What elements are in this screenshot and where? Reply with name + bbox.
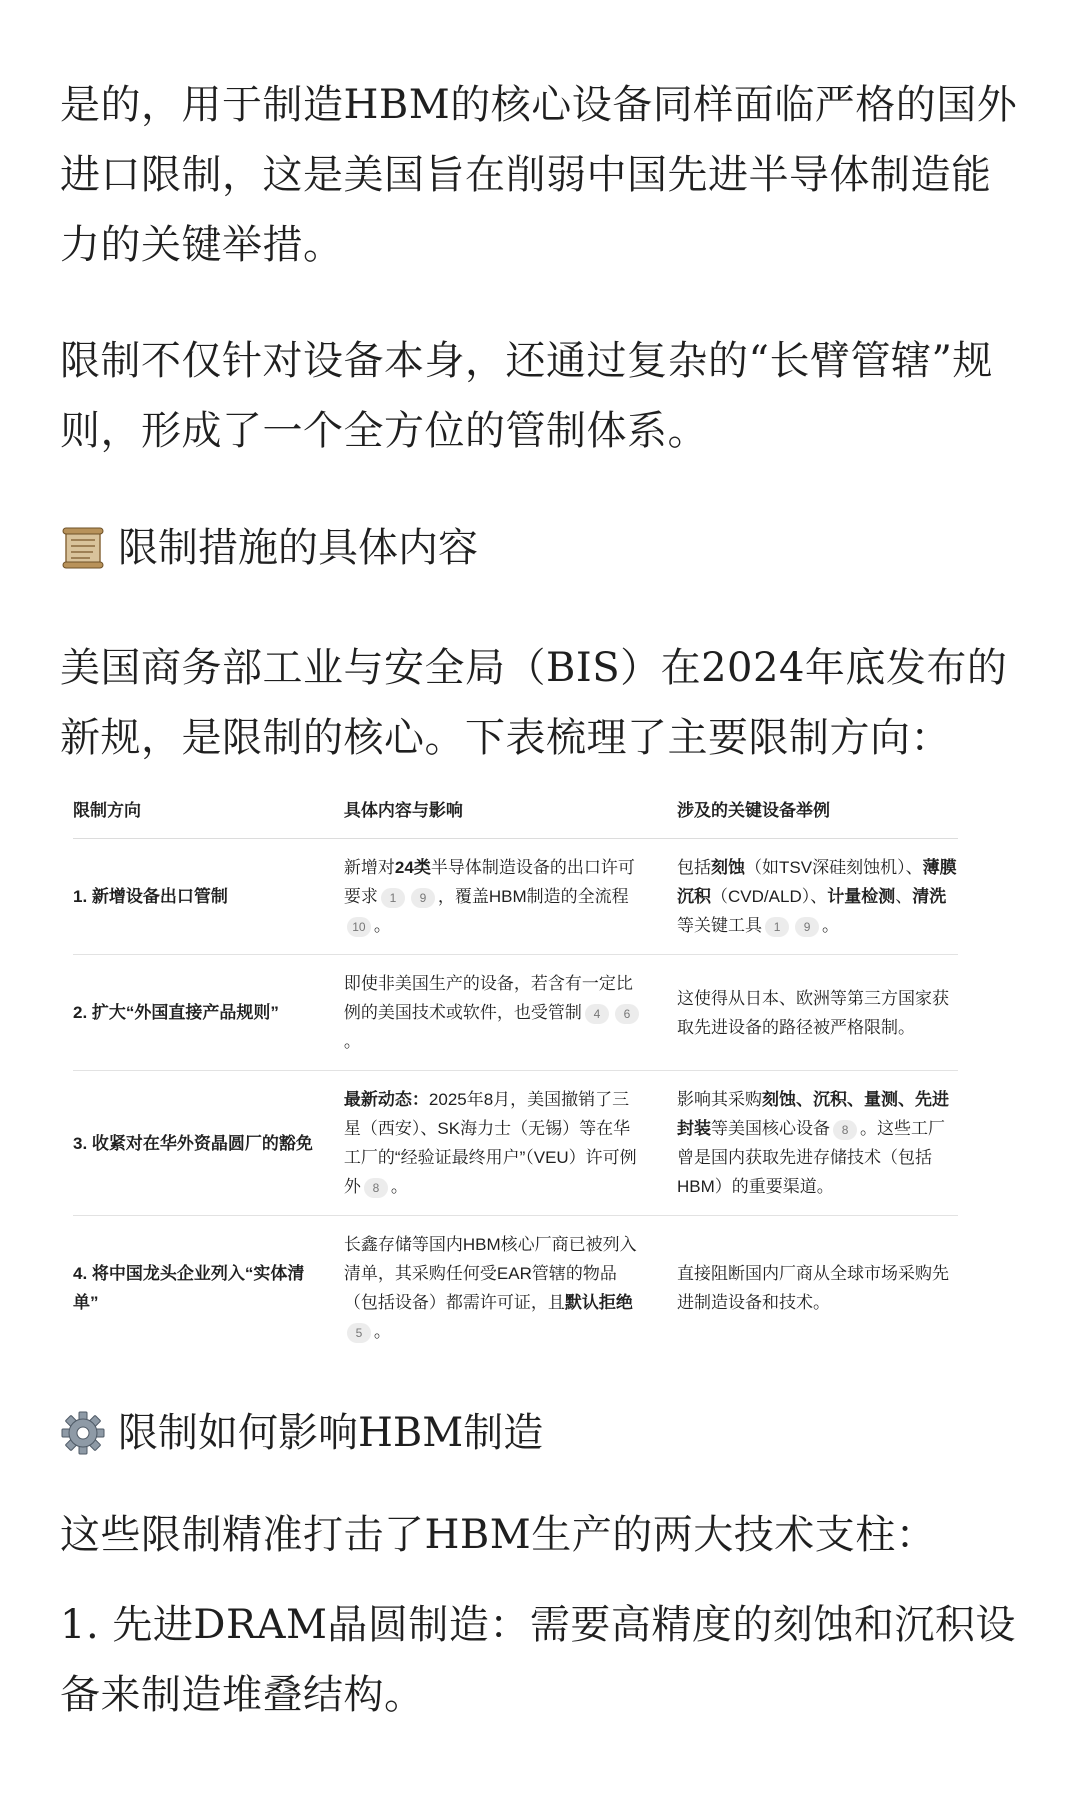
examples-cell [677, 1071, 958, 1216]
table-row [73, 955, 958, 1071]
direction-cell: 4. 将中国龙头企业列入“实体清单” [73, 1264, 305, 1312]
text-span: 等美国核心设备 [711, 1119, 831, 1138]
bold-text: 计量检测 [827, 887, 896, 906]
text-span: （CVD/ALD）、 [711, 887, 828, 906]
citation-badge[interactable]: 10 [347, 917, 371, 937]
citation-badge[interactable]: 8 [364, 1178, 388, 1198]
content-cell [344, 955, 677, 1071]
section-title: 限制如何影响HBM制造 [118, 1410, 544, 1456]
text-span: 2025年8月，美国撤销了三星（西安）、SK海力士（无锡）等在华工厂的“经验证最终用户”（VEU）许可例外 [343, 1090, 637, 1196]
citation-badge[interactable]: 5 [347, 1323, 371, 1343]
column-header: 限制方向 [73, 782, 344, 839]
examples-cell [677, 1216, 958, 1361]
section-heading-impact [60, 1403, 1020, 1463]
citation-badge[interactable]: 9 [795, 917, 819, 937]
bold-text: 默认拒绝 [564, 1293, 633, 1312]
section1-lead: 美国商务部工业与安全局（BIS）在2024年底发布的新规，是限制的核心。下表梳理了主要限制方向： [60, 645, 1008, 761]
text-span: 。 [822, 916, 840, 935]
text-span: 。 [373, 1322, 391, 1341]
citation-badge[interactable]: 9 [411, 888, 435, 908]
bold-text: 刻蚀 [711, 858, 746, 877]
table-row [73, 1216, 958, 1361]
content-cell [344, 1071, 677, 1216]
direction-cell: 3. 收紧对在华外资晶圆厂的豁免 [73, 1071, 344, 1216]
content-cell [344, 1216, 677, 1361]
section-heading-restrictions [60, 518, 1020, 578]
citation-badge[interactable]: 1 [765, 917, 789, 937]
text-span: 等关键工具 [677, 916, 763, 935]
section-title: 限制措施的具体内容 [118, 525, 478, 571]
text-span: 新增对 [343, 858, 395, 877]
bold-text: 最新动态： [343, 1090, 429, 1109]
intro-paragraph-2: 限制不仅针对设备本身，还通过复杂的“长臂管辖”规则，形成了一个全方位的管制体系。 [60, 338, 993, 454]
text-span: 半导体制造设备的出口许可要求 [343, 858, 635, 906]
table-header-row [73, 782, 958, 839]
column-header: 具体内容与影响 [344, 782, 677, 839]
citation-badge[interactable]: 6 [615, 1004, 639, 1024]
list-item-1: 1. 先进DRAM晶圆制造：需要高精度的刻蚀和沉积设备来制造堆叠结构。 [60, 1602, 1016, 1718]
direction-cell: 1. 新增设备出口管制 [73, 839, 344, 955]
direction-cell: 2. 扩大“外国直接产品规则” [73, 955, 344, 1071]
section2-lead: 这些限制精准打击了HBM生产的两大技术支柱： [60, 1512, 937, 1558]
bold-text: 24类 [394, 858, 431, 877]
citation-badge[interactable]: 4 [585, 1004, 609, 1024]
bold-text: 清洗 [912, 887, 947, 906]
text-span: 。 [390, 1177, 408, 1196]
scroll-icon [60, 525, 106, 571]
text-span: 包括 [677, 858, 712, 877]
text-span: 。 [343, 1032, 361, 1051]
content-cell [344, 839, 677, 955]
citation-badge[interactable]: 8 [833, 1120, 857, 1140]
gear-icon [60, 1410, 106, 1456]
table-row [73, 1071, 958, 1216]
examples-cell [677, 839, 958, 955]
text-span: 直接阻断国内厂商从全球市场采购先进制造设备和技术。 [677, 1264, 950, 1312]
citation-badge[interactable]: 1 [381, 888, 405, 908]
table-row [73, 839, 958, 955]
text-span: 。 [373, 916, 391, 935]
column-header: 涉及的关键设备举例 [677, 782, 958, 839]
text-span: 、 [895, 887, 913, 906]
text-span: 即使非美国生产的设备，若含有一定比例的美国技术或软件，也受管制 [343, 974, 633, 1022]
text-span: 。这些工厂曾是国内获取先进存储技术（包括HBM）的重要渠道。 [677, 1119, 946, 1196]
text-span: （如TSV深硅刻蚀机）、 [745, 858, 923, 877]
restrictions-table [73, 782, 958, 1360]
bold-text: 薄膜沉积 [677, 858, 957, 906]
bold-text: 刻蚀、沉积、量测、先进封装 [677, 1090, 950, 1138]
intro-paragraph-1: 是的，用于制造HBM的核心设备同样面临严格的国外进口限制，这是美国旨在削弱中国先进半导体制造能力的关键举措。 [60, 82, 1018, 268]
text-span: 影响其采购 [677, 1090, 763, 1109]
text-span: ，覆盖HBM制造的全流程 [437, 887, 629, 906]
text-span: 这使得从日本、欧洲等第三方国家获取先进设备的路径被严格限制。 [677, 988, 950, 1037]
text-span: 长鑫存储等国内HBM核心厂商已被列入清单，其采购任何受EAR管辖的物品（包括设备）都需许可证，且 [343, 1235, 637, 1312]
examples-cell [677, 955, 958, 1071]
